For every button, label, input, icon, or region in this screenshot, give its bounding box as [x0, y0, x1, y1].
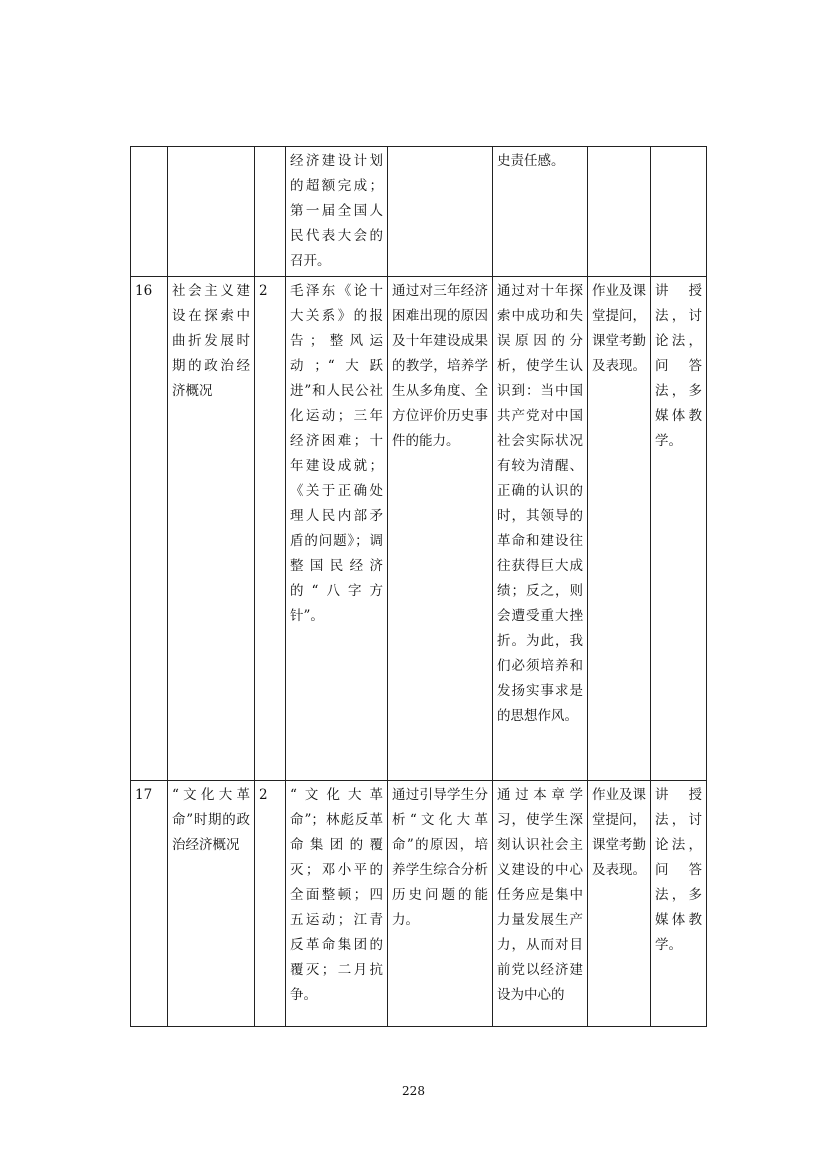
- table-row: [131, 781, 707, 1027]
- hours-cell: 2: [255, 277, 286, 781]
- assessment-cell: 作业及课堂提问，课堂考勤及表现。: [588, 277, 651, 781]
- ability-goal-cell: 通过引导学生分析“文化大革命”的原因，培养学生综合分析历史问题的能力。: [388, 781, 493, 1027]
- teaching-method-cell: 讲授法，讨论法，问答法，多媒体教学。: [651, 781, 707, 1027]
- row-number-cell: 17: [131, 781, 168, 1027]
- content-cell: 经济建设计划的超额完成；第一届全国人民代表大会的召开。: [286, 147, 388, 277]
- ability-goal-cell: [388, 147, 493, 277]
- assessment-cell: [588, 147, 651, 277]
- ability-goal-cell: 通过对三年经济困难出现的原因及十年建设成果的教学，培养学生从多角度、全方位评价历史事件的能力。: [388, 277, 493, 781]
- page-number: 228: [402, 1084, 425, 1098]
- quality-goal-cell: 史责任感。: [493, 147, 588, 277]
- quality-goal-cell: 通过对十年探索中成功和失误原因的分析，使学生认识到：当中国共产党对中国社会实际状况有较为清醒、正确的认识的时，其领导的革命和建设往往获得巨大成绩；反之，则会遭受重大挫折。为此，我们必须培养和发扬实事求是的思想作风。: [493, 277, 588, 781]
- syllabus-table: [130, 146, 707, 1027]
- chapter-title-cell: “文化大革命”时期的政治经济概况: [168, 781, 255, 1027]
- row-number-cell: [131, 147, 168, 277]
- chapter-title-cell: [168, 147, 255, 277]
- teaching-method-cell: [651, 147, 707, 277]
- teaching-method-cell: 讲授法，讨论法，问答法，多媒体教学。: [651, 277, 707, 781]
- chapter-title-cell: 社会主义建设在探索中曲折发展时期的政治经济概况: [168, 277, 255, 781]
- quality-goal-cell: 通过本章学习，使学生深刻认识社会主义建设的中心任务应是集中力量发展生产力，从而对目前党以经济建设为中心的: [493, 781, 588, 1027]
- hours-cell: [255, 147, 286, 277]
- content-cell: 毛泽东《论十大关系》的报告；整风运动；“大跃进”和人民公社化运动；三年经济困难；十年建设成就；《关于正确处理人民内部矛盾的问题》；调整国民经济的“八字方针”。: [286, 277, 388, 781]
- content-cell: “文化大革命”；林彪反革命集团的覆灭；邓小平的全面整顿；四五运动；江青反革命集团的覆灭；二月抗争。: [286, 781, 388, 1027]
- table-row: [131, 147, 707, 277]
- table-row: [131, 277, 707, 781]
- assessment-cell: 作业及课堂提问，课堂考勤及表现。: [588, 781, 651, 1027]
- row-number-cell: 16: [131, 277, 168, 781]
- hours-cell: 2: [255, 781, 286, 1027]
